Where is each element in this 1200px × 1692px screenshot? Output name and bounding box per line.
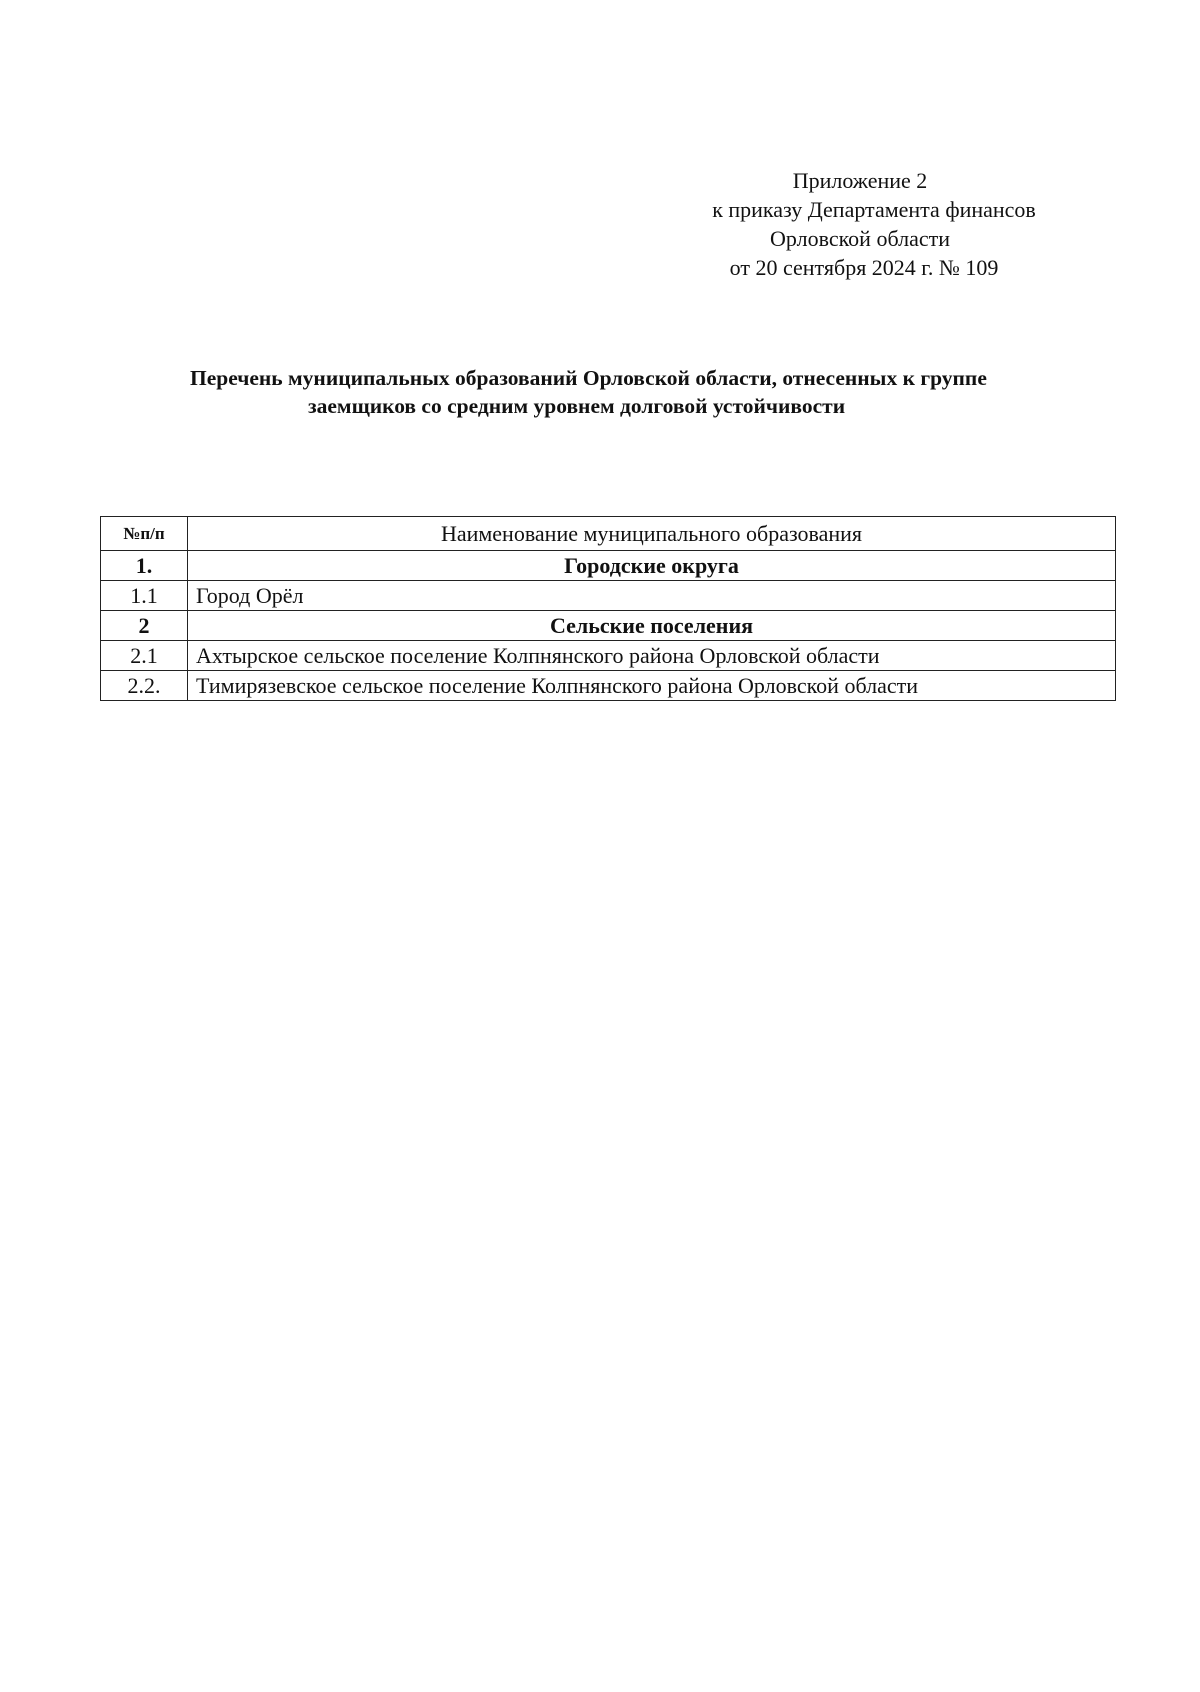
- appendix-block: [640, 166, 1080, 282]
- table-row: [101, 581, 1116, 611]
- appendix-line-title: Приложение 2: [792, 168, 928, 193]
- row-number: 2.1: [101, 641, 188, 671]
- table-row-group: [101, 551, 1116, 581]
- table-row-group: [101, 611, 1116, 641]
- header-number: №п/п: [101, 517, 188, 551]
- municipalities-table: [100, 516, 1116, 701]
- appendix-line-date: от 20 сентября 2024 г. № 109: [729, 255, 999, 280]
- document-title-line-1: Перечень муниципальных образований Орловской области, отнесенных к группе: [190, 366, 987, 390]
- row-number: 1.1: [101, 581, 188, 611]
- table-header-row: [101, 517, 1116, 551]
- row-name: Тимирязевское сельское поселение Колпнянского района Орловской области: [188, 671, 1116, 701]
- document-title: [190, 364, 1110, 420]
- row-name: Городские округа: [188, 551, 1116, 581]
- document-title-line-2: заемщиков со средним уровнем долговой устойчивости: [308, 394, 846, 418]
- row-name: Ахтырское сельское поселение Колпнянского района Орловской области: [188, 641, 1116, 671]
- row-name: Сельские поселения: [188, 611, 1116, 641]
- table-row: [101, 671, 1116, 701]
- header-name: Наименование муниципального образования: [188, 517, 1116, 551]
- row-number: 2: [101, 611, 188, 641]
- row-name: Город Орёл: [188, 581, 1116, 611]
- row-number: 1.: [101, 551, 188, 581]
- row-number: 2.2.: [101, 671, 188, 701]
- table-row: [101, 641, 1116, 671]
- appendix-line-order: к приказу Департамента финансов: [712, 197, 1036, 222]
- appendix-line-region: Орловской области: [770, 226, 950, 251]
